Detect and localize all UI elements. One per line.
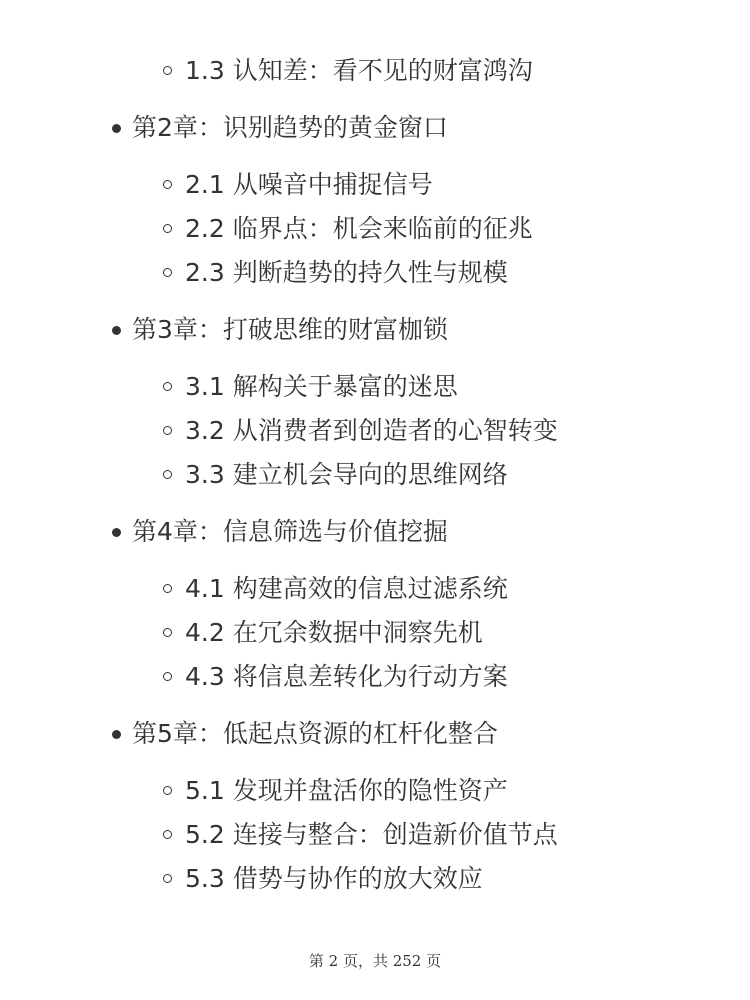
toc-section-item bbox=[185, 817, 558, 853]
hollow-circle-bullet-icon bbox=[163, 470, 172, 479]
filled-circle-bullet-icon bbox=[112, 730, 121, 739]
toc-section-item bbox=[185, 167, 433, 203]
hollow-circle-bullet-icon bbox=[163, 66, 172, 75]
toc-chapter-text: 第2章：识别趋势的黄金窗口 bbox=[132, 113, 448, 142]
hollow-circle-bullet-icon bbox=[163, 672, 172, 681]
toc-section-item bbox=[185, 861, 483, 897]
hollow-circle-bullet-icon bbox=[163, 268, 172, 277]
toc-section-text: 4.1 构建高效的信息过滤系统 bbox=[185, 574, 508, 603]
filled-circle-bullet-icon bbox=[112, 528, 121, 537]
hollow-circle-bullet-icon bbox=[163, 224, 172, 233]
toc-chapter-text: 第5章：低起点资源的杠杆化整合 bbox=[132, 719, 498, 748]
toc-section-text: 2.2 临界点：机会来临前的征兆 bbox=[185, 214, 533, 243]
toc-section-item bbox=[185, 255, 508, 291]
toc-section-text: 3.1 解构关于暴富的迷思 bbox=[185, 372, 458, 401]
hollow-circle-bullet-icon bbox=[163, 830, 172, 839]
toc-section-item bbox=[185, 615, 483, 651]
toc-chapter-text: 第4章：信息筛选与价值挖掘 bbox=[132, 517, 448, 546]
hollow-circle-bullet-icon bbox=[163, 628, 172, 637]
toc-section-text: 3.3 建立机会导向的思维网络 bbox=[185, 460, 508, 489]
toc-section-text: 2.3 判断趋势的持久性与规模 bbox=[185, 258, 508, 287]
toc-section-text: 5.2 连接与整合：创造新价值节点 bbox=[185, 820, 558, 849]
hollow-circle-bullet-icon bbox=[163, 382, 172, 391]
toc-section-item bbox=[185, 659, 508, 695]
toc-chapter-item bbox=[132, 110, 448, 146]
toc-section-item bbox=[185, 773, 508, 809]
hollow-circle-bullet-icon bbox=[163, 426, 172, 435]
toc-section-item bbox=[185, 571, 508, 607]
toc-chapter-text: 第3章：打破思维的财富枷锁 bbox=[132, 315, 448, 344]
toc-section-item bbox=[185, 457, 508, 493]
toc-section-item bbox=[185, 211, 533, 247]
toc-section-text: 4.2 在冗余数据中洞察先机 bbox=[185, 618, 483, 647]
toc-section-item bbox=[185, 369, 458, 405]
toc-section-text: 3.2 从消费者到创造者的心智转变 bbox=[185, 416, 558, 445]
toc-section-item bbox=[185, 53, 533, 89]
hollow-circle-bullet-icon bbox=[163, 786, 172, 795]
hollow-circle-bullet-icon bbox=[163, 874, 172, 883]
toc-chapter-item bbox=[132, 312, 448, 348]
toc-chapter-item bbox=[132, 716, 498, 752]
toc-section-text: 1.3 认知差：看不见的财富鸿沟 bbox=[185, 56, 533, 85]
page-number-footer: 第 2 页，共 252 页 bbox=[308, 952, 442, 970]
toc-section-text: 2.1 从噪音中捕捉信号 bbox=[185, 170, 433, 199]
hollow-circle-bullet-icon bbox=[163, 180, 172, 189]
filled-circle-bullet-icon bbox=[112, 326, 121, 335]
filled-circle-bullet-icon bbox=[112, 124, 121, 133]
toc-section-text: 5.3 借势与协作的放大效应 bbox=[185, 864, 483, 893]
toc-section-text: 4.3 将信息差转化为行动方案 bbox=[185, 662, 508, 691]
toc-section-text: 5.1 发现并盘活你的隐性资产 bbox=[185, 776, 508, 805]
toc-section-item bbox=[185, 413, 558, 449]
hollow-circle-bullet-icon bbox=[163, 584, 172, 593]
toc-chapter-item bbox=[132, 514, 448, 550]
